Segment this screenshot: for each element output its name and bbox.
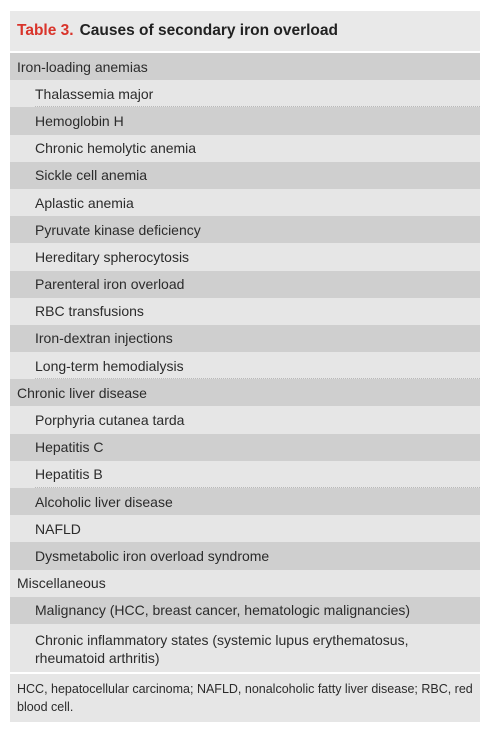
item-row bbox=[10, 434, 480, 461]
item-row bbox=[10, 243, 480, 270]
row-text: Iron-loading anemias bbox=[17, 58, 148, 75]
row-text: Parenteral iron overload bbox=[35, 276, 185, 293]
table-title: Causes of secondary iron overload bbox=[79, 22, 338, 39]
table-label: Table 3. bbox=[17, 22, 74, 39]
table-panel bbox=[10, 11, 480, 722]
item-row bbox=[10, 298, 480, 325]
item-row bbox=[10, 542, 480, 569]
category-row-chronic-liver-disease bbox=[10, 379, 480, 406]
table-caption bbox=[10, 11, 480, 53]
row-text: Chronic liver disease bbox=[17, 384, 147, 401]
category-row-iron-loading-anemias bbox=[10, 53, 480, 80]
row-text: Malignancy (HCC, breast cancer, hematologic malignancies) bbox=[35, 602, 411, 619]
row-text: Iron-dextran injections bbox=[35, 330, 173, 347]
item-row bbox=[10, 325, 480, 352]
item-row bbox=[10, 406, 480, 433]
item-row bbox=[10, 135, 480, 162]
row-text: Hepatitis B bbox=[35, 466, 103, 483]
item-row bbox=[10, 597, 480, 624]
item-row bbox=[10, 107, 480, 134]
row-text: Miscellaneous bbox=[17, 575, 106, 592]
item-row bbox=[10, 515, 480, 542]
row-text: Chronic hemolytic anemia bbox=[35, 140, 197, 157]
row-text: Chronic inflammatory states (systemic lupus erythematosus, rheumatoid arthritis) bbox=[35, 631, 409, 666]
row-text: Aplastic anemia bbox=[35, 194, 134, 211]
row-text: Sickle cell anemia bbox=[35, 167, 148, 184]
row-text: Long-term hemodialysis bbox=[35, 357, 184, 374]
row-text: Alcoholic liver disease bbox=[35, 493, 173, 510]
row-text: Dysmetabolic iron overload syndrome bbox=[35, 547, 270, 564]
item-row bbox=[10, 80, 480, 107]
item-row bbox=[10, 488, 480, 515]
item-row bbox=[10, 461, 480, 488]
row-text: Hereditary spherocytosis bbox=[35, 248, 190, 265]
row-text: Hemoglobin H bbox=[35, 112, 124, 129]
row-text: Thalassemia major bbox=[35, 85, 154, 102]
table-body bbox=[10, 53, 480, 672]
item-row bbox=[10, 352, 480, 379]
row-text: Pyruvate kinase deficiency bbox=[35, 221, 201, 238]
item-row bbox=[10, 624, 480, 672]
row-text: Porphyria cutanea tarda bbox=[35, 412, 185, 429]
row-text: RBC transfusions bbox=[35, 303, 144, 320]
item-row bbox=[10, 271, 480, 298]
table-footnote: HCC, hepatocellular carcinoma; NAFLD, nonalcoholic fatty liver disease; RBC, red blood cell. bbox=[10, 672, 480, 722]
category-row-miscellaneous bbox=[10, 570, 480, 597]
row-text: NAFLD bbox=[35, 520, 81, 537]
row-text: Hepatitis C bbox=[35, 439, 104, 456]
item-row bbox=[10, 216, 480, 243]
item-row bbox=[10, 162, 480, 189]
item-row bbox=[10, 189, 480, 216]
